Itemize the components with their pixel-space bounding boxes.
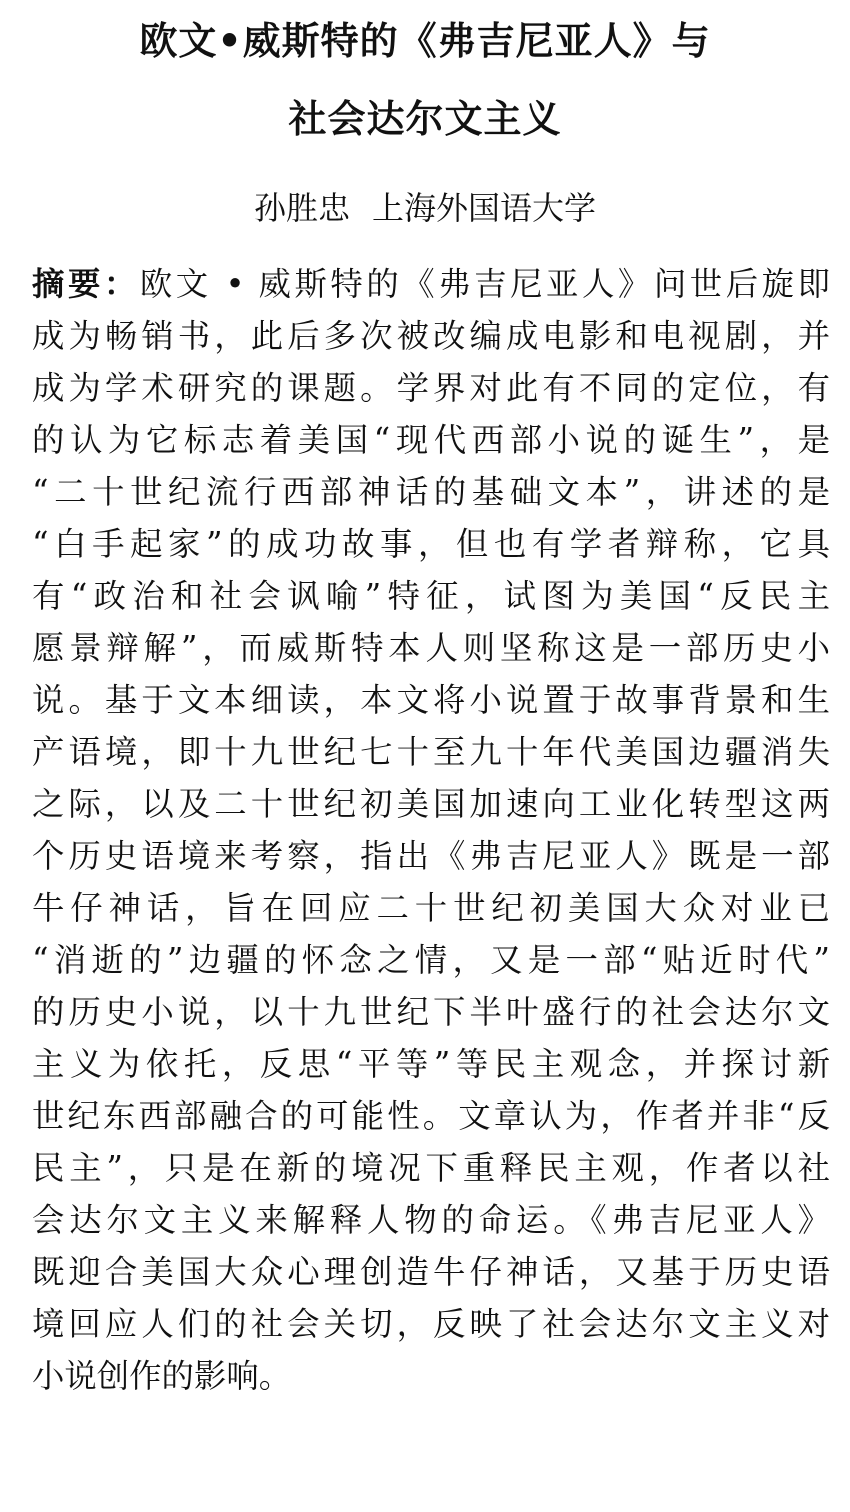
abstract-line: 会达尔文主义来解释人物的命运。《弗吉尼亚人》 [32, 1201, 830, 1239]
paper-title-line-2: 社会达尔文主义 [288, 97, 562, 141]
abstract-line [32, 258, 830, 310]
abstract-line: 的历史小说，以十九世纪下半叶盛行的社会达尔文 [32, 993, 830, 1031]
author-name: 孙胜忠 [253, 189, 350, 227]
abstract-label: 摘要： [32, 265, 140, 303]
abstract-line: 境回应人们的社会关切，反映了社会达尔文主义对 [32, 1305, 830, 1343]
paper-title-line-1: 欧文•威斯特的《弗吉尼亚人》与 [139, 19, 711, 63]
abstract-line: 民主”，只是在新的境况下重释民主观，作者以社 [32, 1149, 830, 1187]
abstract-line: 有“政治和社会讽喻”特征，试图为美国“反民主 [32, 577, 830, 615]
abstract-line: 牛仔神话，旨在回应二十世纪初美国大众对业已 [32, 889, 830, 927]
abstract-line: 成为畅销书，此后多次被改编成电影和电视剧，并 [32, 317, 830, 355]
abstract-line: 成为学术研究的课题。学界对此有不同的定位，有 [32, 369, 830, 407]
abstract-line: 愿景辩解”，而威斯特本人则坚称这是一部历史小 [32, 629, 830, 667]
abstract-line: 说。基于文本细读，本文将小说置于故事背景和生 [32, 681, 830, 719]
abstract-line: “二十世纪流行西部神话的基础文本”，讲述的是 [32, 473, 830, 511]
abstract [32, 258, 830, 1402]
abstract-line-text: 欧文 • 威斯特的《弗吉尼亚人》问世后旋即 [139, 265, 831, 303]
abstract-line: 产语境，即十九世纪七十至九十年代美国边疆消失 [32, 733, 830, 771]
author-affiliation: 上海外国语大学 [372, 189, 597, 227]
abstract-line: “消逝的”边疆的怀念之情，又是一部“贴近时代” [32, 941, 830, 979]
abstract-line: 既迎合美国大众心理创造牛仔神话，又基于历史语 [32, 1253, 830, 1291]
abstract-line: “白手起家”的成功故事，但也有学者辩称，它具 [32, 525, 830, 563]
abstract-line: 的认为它标志着美国“现代西部小说的诞生”，是 [32, 421, 830, 459]
abstract-line: 个历史语境来考察，指出《弗吉尼亚人》既是一部 [32, 837, 830, 875]
abstract-line: 之际，以及二十世纪初美国加速向工业化转型这两 [32, 785, 830, 823]
abstract-line: 主义为依托，反思“平等”等民主观念，并探讨新 [32, 1045, 830, 1083]
abstract-line: 世纪东西部融合的可能性。文章认为，作者并非“反 [32, 1097, 830, 1135]
abstract-line: 小说创作的影响。 [32, 1357, 292, 1395]
author-line [0, 184, 850, 232]
